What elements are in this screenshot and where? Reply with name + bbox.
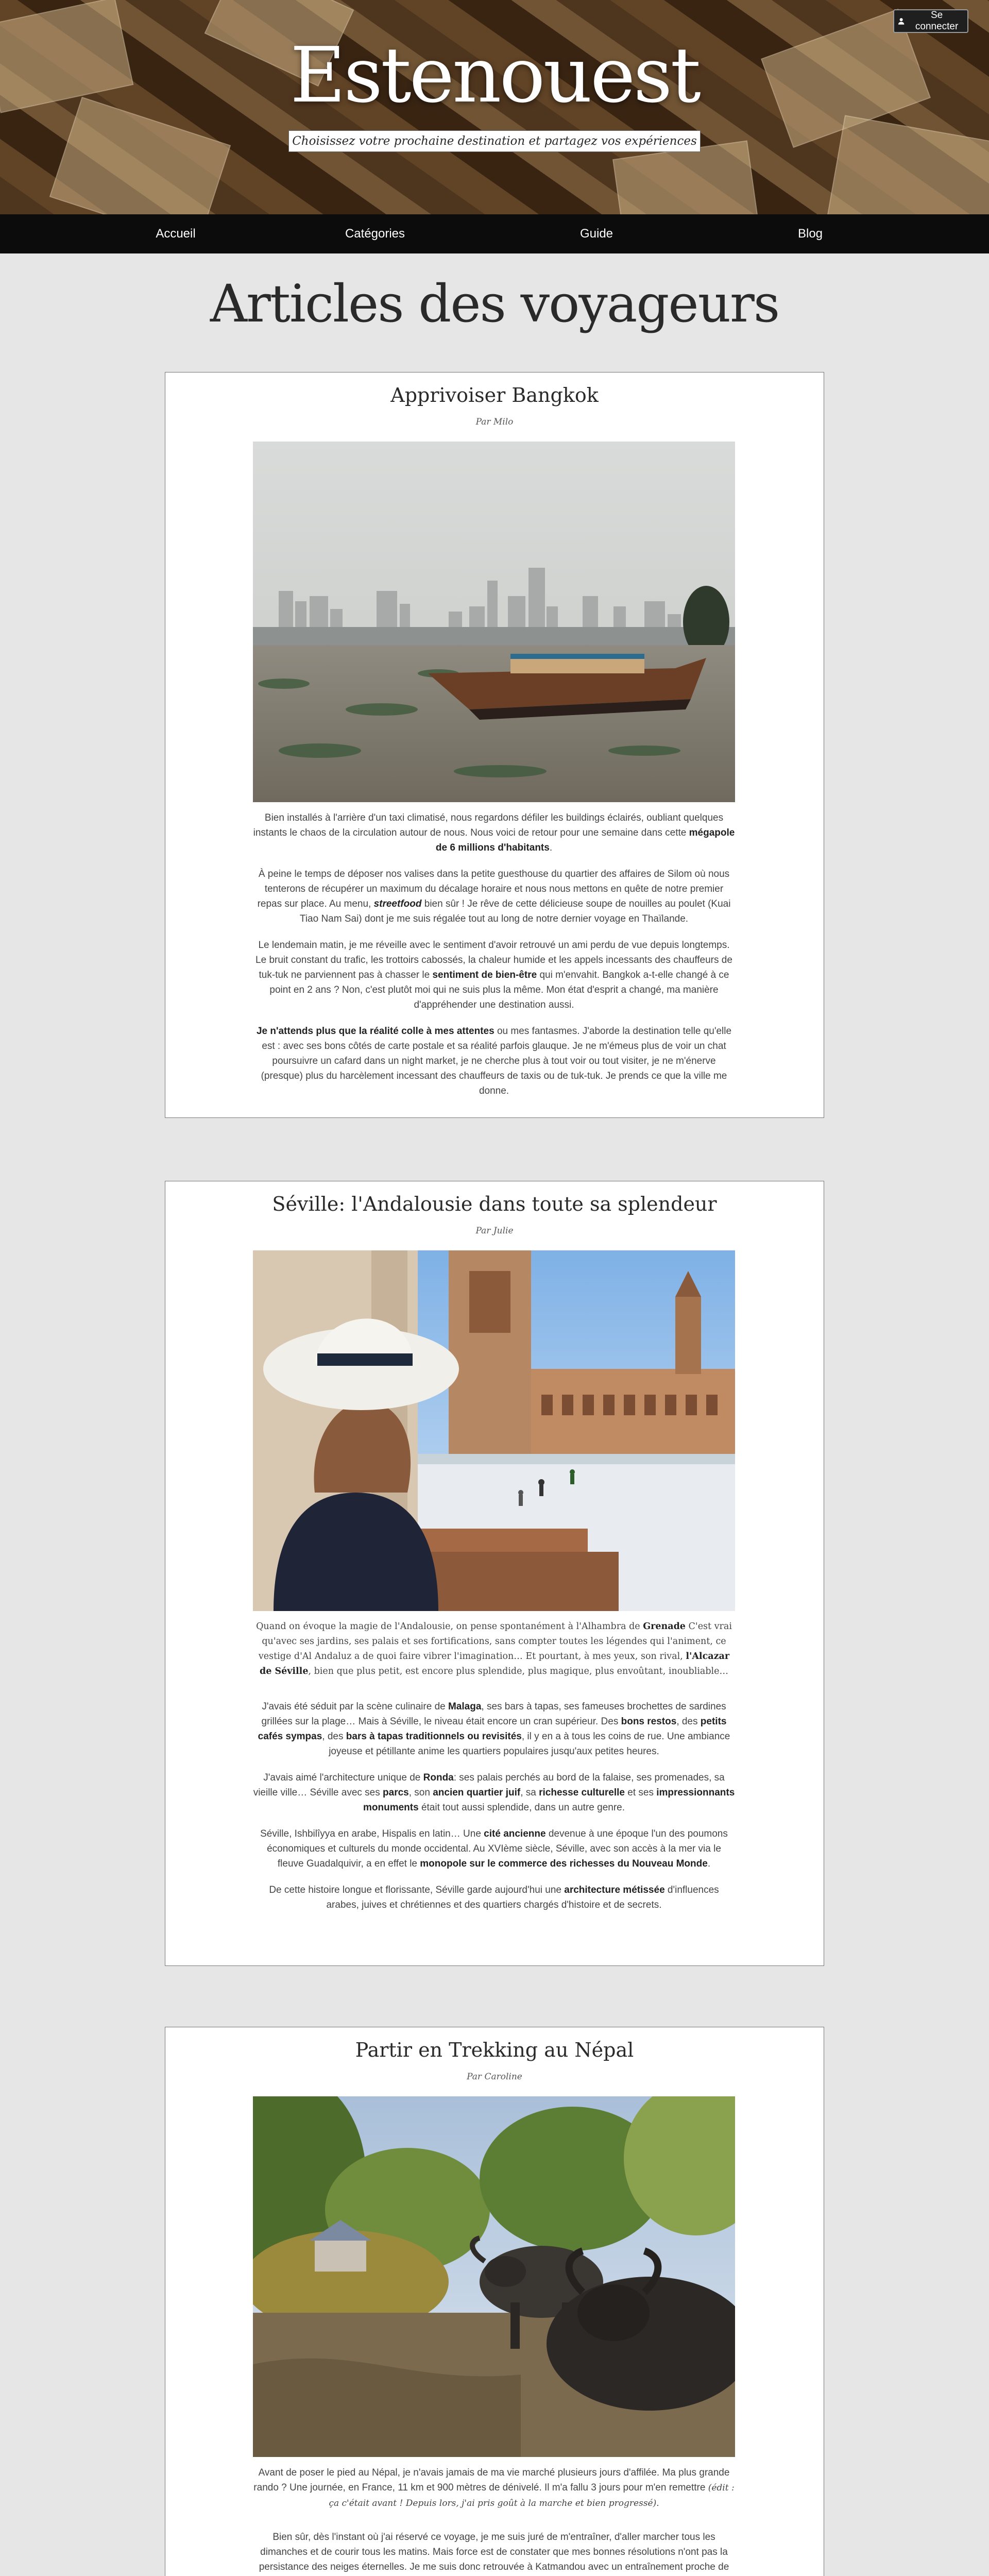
login-label: Se connecter <box>915 10 959 32</box>
site-title: Estenouest <box>290 31 699 120</box>
article-paragraph: De cette histoire longue et florissante, Séville garde aujourd'hui une architecture métissée d'influences arabes, juives et chrétiennes et des quartiers chargés d'histoire et de secrets. <box>269 1885 719 1910</box>
article-title[interactable]: Séville: l'Andalousie dans toute sa splendeur <box>272 1193 717 1215</box>
article-card-nepal <box>165 2027 824 2576</box>
map-collage-decoration <box>49 97 231 214</box>
article-paragraph: Bien sûr, dès l'instant où j'ai réservé ce voyage, je me suis juré de m'entraîner, d'aller marcher tous les dimanches et de courir tous les matins. Mais force est de constater que mes bonnes résolutions n'ont pas la persistance des neiges éternelles. Je me suis donc retrouvée à Katmandou avec un entraînement proche de <box>259 2532 729 2572</box>
article-body-continued <box>253 1699 735 1924</box>
nepal-trek-buffalo-photo <box>253 2096 735 2457</box>
article-body <box>253 2465 735 2576</box>
article-title[interactable]: Partir en Trekking au Népal <box>355 2039 634 2061</box>
article-paragraph: À peine le temps de déposer nos valises dans la petite guesthouse du quartier des affaires de Silom où nous tenterons de récupérer un maximum du décalage horaire et nous nous mettons en quête de notre premier repas sur place. Au menu, streetfood bien sûr ! Je rêve de cette délicieuse soupe de nouilles au poulet (Kuai Tiao Nam Sai) dont je me suis régalée tout au long de notre dernier voyage en Thaïlande. <box>257 869 731 924</box>
article-author: Par Milo <box>475 417 514 427</box>
map-collage-decoration <box>827 115 989 214</box>
bangkok-skyline-river-photo <box>253 442 735 802</box>
header-banner <box>0 0 989 214</box>
nav-item-categories[interactable]: Catégories <box>345 227 405 241</box>
page-title: Articles des voyageurs <box>210 274 779 334</box>
article-body <box>253 810 735 1110</box>
article-title[interactable]: Apprivoiser Bangkok <box>390 384 599 406</box>
article-paragraph: Séville, Ishbilîyya en arabe, Hispalis en latin… Une cité ancienne devenue à une époque l'un des poumons économiques et culturels du monde occidental. Au XVIème siècle, Séville, avec son accès à la mer via le fleuve Guadalquivir, a en effet le monopole sur le commerce des richesses du Nouveau Monde. <box>260 1828 728 1869</box>
login-button[interactable] <box>893 9 968 33</box>
seville-plaza-espana-photo <box>253 1250 735 1611</box>
article-paragraph: Le lendemain matin, je me réveille avec le sentiment d'avoir retrouvé un ami perdu de vue depuis longtemps. Le bruit constant du trafic, les trottoirs cabossés, la chaleur humide et les appels incessants des chauffeurs de tuk-tuk ne parviennent pas à chasser le sentiment de bien-être qui m'envahit. Bangkok a-t-elle changé à ce point en 2 ans ? Non, c'est plutôt moi qui ne suis plus la même. Mon état d'esprit a changé, ma manière d'appréhender une destination aussi. <box>255 940 732 1010</box>
nav-item-accueil[interactable]: Accueil <box>156 227 196 241</box>
article-paragraph: J'avais été séduit par la scène culinaire de Malaga, ses bars à tapas, ses fameuses brochettes de sardines grillées sur la plage… Mais à Séville, le niveau était encore un cran supérieur. Des bons restos, des petits cafés sympas, des bars à tapas traditionnels ou revisités, il y en a à tous les coins de rue. Une ambiance joyeuse et pétillante anime les quartiers populaires jusqu'aux petites heures. <box>258 1701 730 1757</box>
article-author: Par Julie <box>475 1226 514 1236</box>
main-nav <box>0 214 989 253</box>
article-paragraph: Avant de poser le pied au Népal, je n'avais jamais de ma vie marché plusieurs jours d'affilée. Ma plus grande rando ? Une journée, en France, 11 km et 900 mètres de dénivelé. Il m'a fallu 3 jours pour m'en remettre (édit : ça c'était avant ! Depuis lors, j'ai pris goût à la marche et bien progressé). <box>253 2467 735 2509</box>
article-author: Par Caroline <box>467 2072 522 2082</box>
nav-item-guide[interactable]: Guide <box>579 227 613 241</box>
article-card-bangkok <box>165 372 824 1118</box>
article-paragraph: Bien installés à l'arrière d'un taxi climatisé, nous regardons défiler les buildings éclairés, oubliant quelques instants le chaos de la circulation autour de nous. Nous voici de retour pour une semaine dans cette mégapole de 6 millions d'habitants. <box>253 812 735 853</box>
article-paragraph: Je n'attends plus que la réalité colle à mes attentes ou mes fantasmes. J'aborde la destination telle qu'elle est : avec ses bons côtés de carte postale et sa réalité parfois glauque. Je ne m'émeus plus de voir un chat poursuivre un cafard dans un night market, je ne cherche plus à tout voir ou tout visiter, je ne m'énerve (presque) plus du harcèlement incessant des chauffeurs de taxis ou de tuk-tuk. Je prends ce que la ville me donne. <box>256 1026 732 1096</box>
tagline: Choisissez votre prochaine destination et partagez vos expériences <box>288 130 701 152</box>
nav-item-blog[interactable]: Blog <box>797 227 823 241</box>
article-paragraph: J'avais aimé l'architecture unique de Ronda: ses palais perchés au bord de la falaise, ses promenades, sa vieille ville… Séville avec ses parcs, son ancien quartier juif, sa richesse culturelle et ses impressionnants monuments était tout aussi splendide, dans un autre genre. <box>253 1772 735 1813</box>
article-paragraph: Quand on évoque la magie de l'Andalousie, on pense spontanément à l'Alhambra de Grenade C'est vrai qu'avec ses jardins, ses palais et ses fortifications, sans compter toutes les légendes qui l'animent, ce vestige d'Al Andaluz a de quoi faire vibrer l'imagination… Et pourtant, à mes yeux, son rival, l'Alcazar de Séville, bien que plus petit, est encore plus splendide, plus magique, plus envoûtant, inoubliable… <box>256 1621 732 1676</box>
user-icon <box>897 17 905 25</box>
article-body <box>253 1619 735 1690</box>
article-card-seville <box>165 1181 824 1966</box>
